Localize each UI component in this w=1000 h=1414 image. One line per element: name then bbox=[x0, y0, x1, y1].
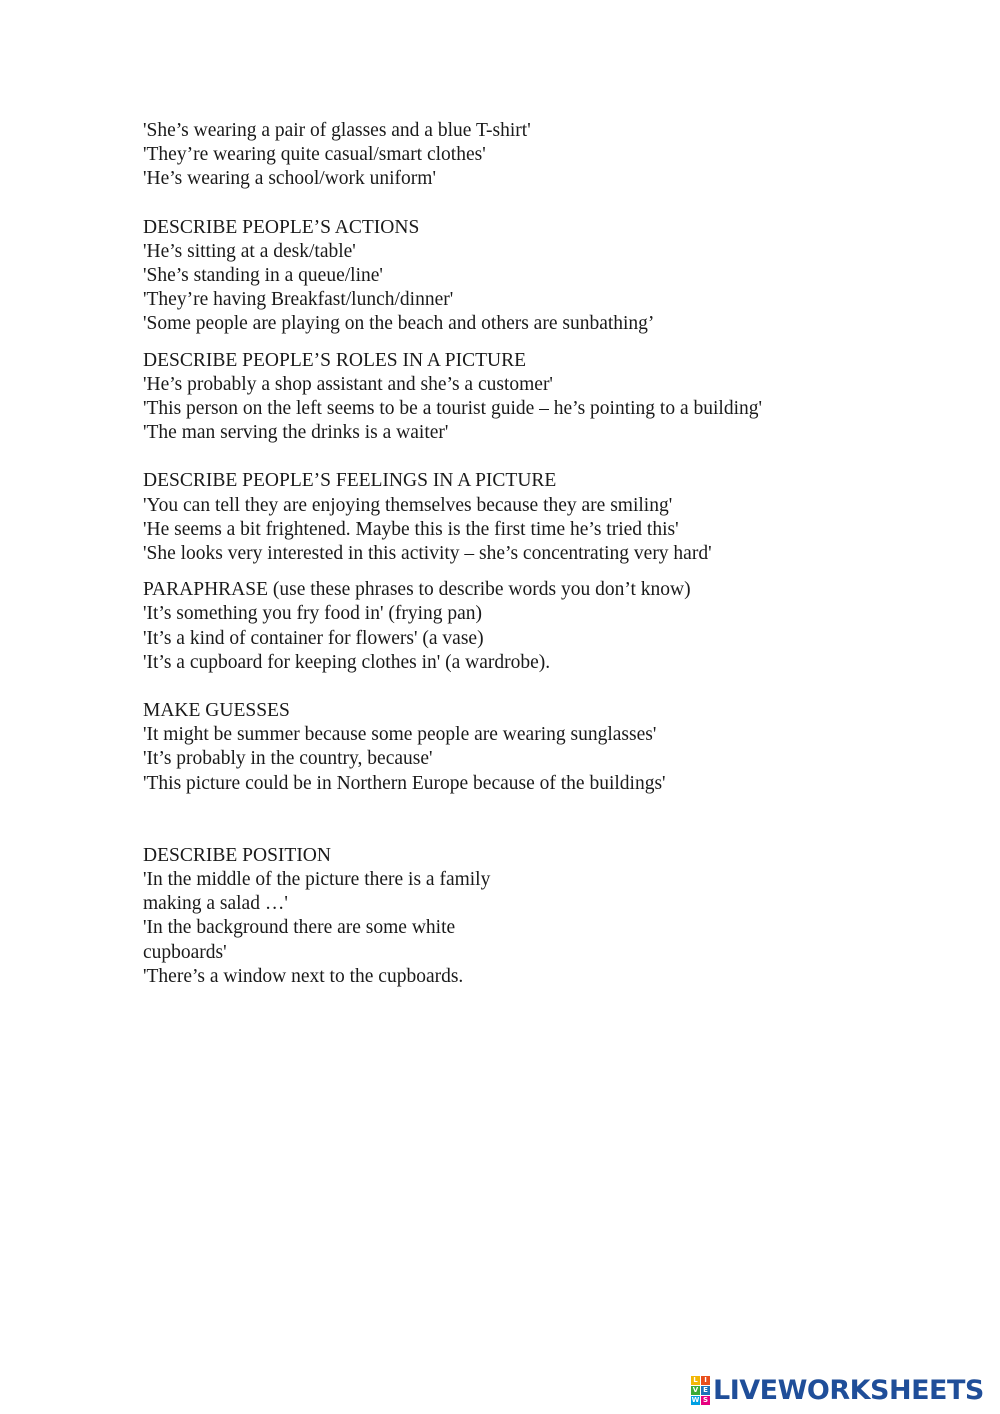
section-wearing bbox=[143, 119, 903, 192]
phrase-line: 'It might be summer because some people are wearing sunglasses' bbox=[143, 724, 657, 746]
phrase-line: 'He seems a bit frightened. Maybe this is the first time he’s tried this' bbox=[143, 518, 679, 540]
section-paraphrase bbox=[143, 578, 903, 675]
section-heading: DESCRIBE PEOPLE’S ROLES IN A PICTURE bbox=[143, 349, 527, 371]
phrase-line: cupboards' bbox=[143, 941, 227, 963]
phrase-line: 'They’re wearing quite casual/smart clothes' bbox=[143, 144, 486, 166]
phrase-line: 'This person on the left seems to be a tourist guide – he’s pointing to a building' bbox=[143, 398, 763, 420]
phrase-line: 'There’s a window next to the cupboards. bbox=[143, 965, 464, 987]
logo-mark-tile: I bbox=[701, 1376, 710, 1385]
section-feelings bbox=[143, 469, 903, 566]
phrase-line: 'She looks very interested in this activity – she’s concentrating very hard' bbox=[143, 543, 712, 565]
logo-mark-tile: V bbox=[692, 1385, 699, 1394]
phrase-line: 'He’s wearing a school/work uniform' bbox=[143, 168, 436, 190]
section-heading: MAKE GUESSES bbox=[143, 700, 290, 722]
phrase-line: 'They’re having Breakfast/lunch/dinner' bbox=[143, 289, 454, 311]
section-guesses bbox=[143, 699, 903, 796]
phrase-line: 'He’s sitting at a desk/table' bbox=[143, 240, 356, 262]
phrase-line: 'In the middle of the picture there is a family bbox=[143, 869, 491, 891]
phrase-line: 'She’s standing in a queue/line' bbox=[143, 265, 383, 287]
phrase-line: 'It’s something you fry food in' (frying pan) bbox=[143, 603, 483, 625]
phrase-line: 'It’s a cupboard for keeping clothes in' (a wardrobe). bbox=[143, 651, 551, 673]
phrase-line: 'You can tell they are enjoying themselves because they are smiling' bbox=[143, 494, 673, 516]
phrase-line: 'It’s a kind of container for flowers' (a vase) bbox=[143, 627, 484, 649]
logo-mark-icon bbox=[691, 1376, 710, 1405]
logo-mark-tile: L bbox=[691, 1376, 700, 1385]
section-actions bbox=[143, 216, 903, 337]
phrase-line: 'This picture could be in Northern Europe because of the buildings' bbox=[143, 772, 666, 794]
logo-mark-tile: W bbox=[691, 1395, 700, 1404]
logo-mark-tile: S bbox=[702, 1395, 709, 1404]
phrase-line: 'She’s wearing a pair of glasses and a blue T-shirt' bbox=[143, 120, 531, 141]
phrase-line: 'He’s probably a shop assistant and she’s a customer' bbox=[143, 373, 553, 395]
section-heading: DESCRIBE PEOPLE’S ACTIONS bbox=[143, 216, 420, 238]
phrase-line: 'The man serving the drinks is a waiter' bbox=[143, 422, 449, 444]
worksheet-page bbox=[143, 119, 903, 989]
section-heading: DESCRIBE PEOPLE’S FEELINGS IN A PICTURE bbox=[143, 470, 557, 492]
section-heading: PARAPHRASE (use these phrases to describe words you don’t know) bbox=[143, 579, 691, 601]
section-position bbox=[143, 844, 903, 989]
section-heading: DESCRIBE POSITION bbox=[143, 844, 331, 866]
phrase-line: 'In the background there are some white bbox=[143, 917, 456, 939]
phrase-line: 'Some people are playing on the beach and others are sunbathing’ bbox=[143, 313, 655, 335]
liveworksheets-logo bbox=[691, 1374, 984, 1406]
phrase-line: making a salad …' bbox=[143, 893, 288, 915]
phrase-line: 'It’s probably in the country, because' bbox=[143, 748, 433, 770]
logo-text: LIVEWORKSHEETS bbox=[713, 1374, 984, 1406]
section-roles bbox=[143, 349, 903, 446]
logo-mark-tile: E bbox=[701, 1386, 710, 1395]
